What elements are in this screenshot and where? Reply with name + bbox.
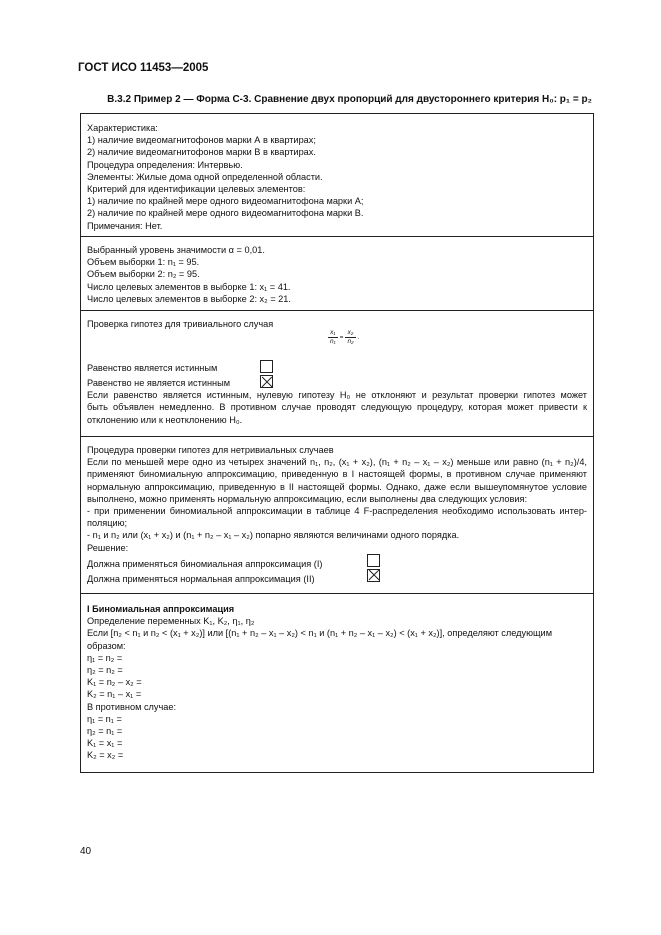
binomial-title-text: I Биномиальная аппроксимация bbox=[87, 604, 235, 614]
nontrivial-case-section bbox=[81, 437, 593, 594]
option-equality-false-label: Равенство не является истинным bbox=[87, 378, 231, 389]
variable-assignment: η₂ = n₂ = bbox=[87, 665, 123, 676]
characteristics-line: 1) наличие видеомагнитофонов марки А в квартирах; bbox=[87, 135, 316, 146]
trivial-case-section bbox=[81, 311, 593, 437]
binomial-condition-line: образом: bbox=[87, 640, 126, 651]
binomial-checkbox[interactable] bbox=[367, 554, 380, 567]
parameters-section bbox=[81, 237, 593, 311]
option-binomial-label: Должна применяться биномиальная аппроксимация (I) bbox=[87, 558, 323, 569]
characteristics-line: Примечания: Нет. bbox=[87, 220, 163, 231]
parameter-line: Выбранный уровень значимости α = 0,01. bbox=[87, 245, 265, 255]
nontrivial-case-text: применяют биномиальную аппроксимацию, приведенную в I настоящей формы, в противном случае применяют bbox=[87, 469, 587, 480]
trivial-case-text: быть объявлен немедленно. В противном случае проводят следующую процедуру, которая может привести к bbox=[87, 402, 587, 413]
characteristics-section bbox=[81, 114, 593, 237]
fraction-left-numerator: x₁ bbox=[328, 329, 338, 338]
nontrivial-case-text: - n₁ и n₂ или (x₁ + x₂) и (n₁ + n₂ – x₁ – x₂) попарно являются величинами одного порядка. bbox=[87, 530, 460, 541]
otherwise-label: В противном случае: bbox=[87, 701, 177, 712]
fraction-right-denominator: n₂ bbox=[347, 338, 354, 345]
document-standard-header: ГОСТ ИСО 11453—2005 bbox=[78, 62, 209, 74]
binomial-approximation-section bbox=[81, 594, 593, 772]
fraction-left-denominator: n₁ bbox=[330, 338, 336, 345]
option-binomial-row bbox=[87, 558, 587, 573]
variable-assignment: K₁ = x₁ = bbox=[87, 738, 123, 749]
equality-true-checkbox[interactable] bbox=[260, 360, 273, 373]
form-caption: B.3.2 Пример 2 — Форма С-3. Сравнение двух пропорций для двустороннего критерия H₀: p₁ = p₂ bbox=[107, 94, 592, 105]
characteristics-line: Процедура определения: Интервью. bbox=[87, 159, 243, 170]
trivial-case-title: Проверка гипотез для тривиального случая bbox=[87, 319, 274, 329]
variable-assignment: K₂ = x₂ = bbox=[87, 750, 124, 761]
form-c3-table bbox=[80, 113, 594, 773]
option-normal-row bbox=[87, 573, 587, 588]
parameter-line: Число целевых элементов в выборке 2: x₂ = 21. bbox=[87, 293, 291, 304]
characteristics-line: 2) наличие по крайней мере одного видеомагнитофона марки В. bbox=[87, 208, 364, 219]
nontrivial-case-text: выполнено, можно применять нормальную аппроксимацию, если выполнены два следующих условия: bbox=[87, 493, 527, 504]
parameter-line: Число целевых элементов в выборке 1: x₁ = 41. bbox=[87, 281, 291, 292]
option-equality-true-label: Равенство является истинным bbox=[87, 363, 218, 374]
trivial-case-text: Если равенство является истинным, нулевую гипотезу H₀ не отклоняют и результат проверки гипотез может bbox=[87, 390, 587, 401]
variable-assignment: η₁ = n₂ = bbox=[87, 652, 123, 663]
variable-assignment: η₁ = n₁ = bbox=[87, 713, 122, 724]
formula-period: . bbox=[357, 333, 360, 341]
trivial-case-text: отклонению или к неотклонению H₀. bbox=[87, 414, 243, 425]
equals-sign: = bbox=[339, 333, 344, 341]
parameter-line: Объем выборки 1: n₁ = 95. bbox=[87, 257, 200, 268]
page-number: 40 bbox=[80, 846, 92, 857]
characteristics-line: 1) наличие по крайней мере одного видеомагнитофона марки А; bbox=[87, 196, 364, 207]
fraction-right-numerator: x₂ bbox=[345, 329, 355, 338]
variable-assignment: η₂ = n₁ = bbox=[87, 726, 123, 737]
variable-assignment: K₂ = n₁ – x₁ = bbox=[87, 689, 142, 700]
fraction-right bbox=[345, 329, 355, 346]
fraction-left bbox=[328, 329, 338, 346]
nontrivial-case-text: поляцию; bbox=[87, 518, 128, 529]
nontrivial-case-text: Если по меньшей мере одно из четырех значений n₁, n₂, (x₁ + x₂), (n₁ + n₂ – x₁ – x₂) меньше или равно (n₁ + n₂)/4, bbox=[87, 457, 587, 468]
normal-checkbox-checked[interactable] bbox=[367, 569, 380, 582]
binomial-condition-line: Если [n₂ < n₁ и n₂ < (x₁ + x₂)] или [(n₁ + n₂ – x₁ – x₂) < n₁ и (n₁ + n₂ – x₁ – x₂) < (x₁ + x₂)], определяют следующим bbox=[87, 628, 553, 639]
option-equality-true-row bbox=[87, 362, 587, 377]
parameter-line: Объем выборки 2: n₂ = 95. bbox=[87, 269, 200, 280]
characteristics-line: 2) наличие видеомагнитофонов марки В в квартирах. bbox=[87, 147, 316, 158]
nontrivial-case-text: нормальную аппроксимацию, приведенную в II настоящей формы. Однако, даже если вышеупомянутое условие bbox=[87, 481, 587, 492]
option-equality-false-row bbox=[87, 377, 587, 392]
characteristics-line: Критерий для идентификации целевых элементов: bbox=[87, 184, 306, 195]
decision-label: Решение: bbox=[87, 542, 129, 553]
binomial-title bbox=[87, 603, 587, 615]
characteristics-line: Элементы: Жилые дома одной определенной области. bbox=[87, 171, 323, 182]
option-normal-label: Должна применяться нормальная аппроксимация (II) bbox=[87, 573, 315, 584]
characteristics-line: Характеристика: bbox=[87, 123, 158, 133]
equality-false-checkbox-checked[interactable] bbox=[260, 375, 273, 388]
equality-formula bbox=[328, 329, 361, 346]
variable-assignment: K₁ = n₂ – x₂ = bbox=[87, 677, 142, 688]
binomial-define-line: Определение переменных K₁, K₂, η₁, η₂ bbox=[87, 616, 255, 627]
nontrivial-case-title: Процедура проверки гипотез для нетривиальных случаев bbox=[87, 445, 334, 455]
nontrivial-case-text: - при применении биномиальной аппроксимации в таблице 4 F-распределения необходимо использовать интер- bbox=[87, 506, 587, 517]
